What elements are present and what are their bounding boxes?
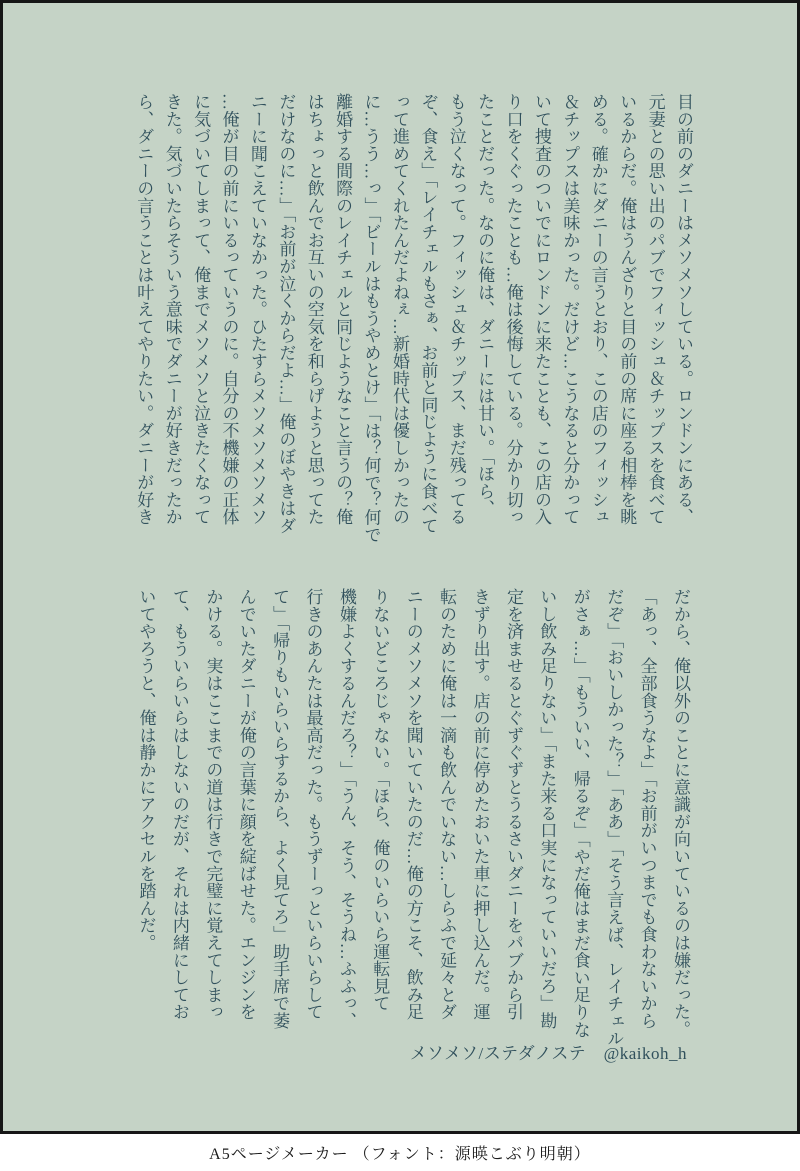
text-line: いてやろうと、俺は静かにアクセルを踏んだ。 <box>136 588 156 952</box>
text-line: きずり出す。店の前に停めたおいた車に押し込んだ。運 <box>470 588 490 1021</box>
generator-caption: A5ページメーカー （フォント：源暎こぶり明朝） <box>209 1146 591 1163</box>
text-line: ら、ダニーの言うことは叶えてやりたい。ダニーが好き <box>134 93 154 526</box>
text-line: いし飲み足りない」「また来る口実になっていいだろ」勘 <box>537 588 557 1030</box>
text-line: 機嫌よくするんだろ？」「うん、そう、そうね…ふふっ、 <box>336 588 356 1030</box>
text-line: もう泣くなって。フィッシュ＆チップス、まだ残ってる <box>446 93 466 526</box>
text-line: ＆チップスは美味かった。だけど…こうなると分かって <box>560 93 580 526</box>
text-line: 転のために俺は一滴も飲んでいない…しらふで延々とダ <box>437 588 457 1021</box>
story-text-upper-band <box>129 93 697 565</box>
text-line: だけなのに…」「お前が泣くからだよ…」俺のぼやきはダ <box>276 93 296 535</box>
text-line: 離婚する間際のレイチェルと同じようなこと言うの？俺 <box>333 93 353 526</box>
text-line: て、もういらいらはしないのだが、それは内緒にしてお <box>169 588 189 1021</box>
text-line: り口をくぐったことも…俺は後悔している。分かり切っ <box>503 93 523 526</box>
text-line: いて捜査のついでにロンドンに来たことも、この店の入 <box>531 93 551 526</box>
text-line: がさぁ…」「もういい、帰るぞ」「やだ俺はまだ食い足りな <box>570 588 590 1039</box>
text-line: て」「帰りもいらいらするから、よく見てろ」助手席で萎 <box>270 588 290 1030</box>
text-line: 行きのあんたは最高だった。もうずーっといらいらして <box>303 588 323 1021</box>
text-line: きた。気づいたらそういう意味でダニーが好きだったか <box>162 93 182 526</box>
text-line: ぞ、食え」「レイチェルもさぁ、お前と同じように食べて <box>418 93 438 535</box>
text-line: りないどころじゃない。「ほら、俺のいらいら運転見て <box>370 588 390 1012</box>
text-line: ニーのメソメソを聞いていたのだ…俺の方こそ、飲み足 <box>403 588 423 1021</box>
text-line: …俺が目の前にいるっていうのに。自分の不機嫌の正体 <box>219 93 239 526</box>
text-line: める。確かにダニーの言うとおり、この店のフィッシュ <box>588 93 608 526</box>
text-line: はちょっと飲んでお互いの空気を和らげようと思ってた <box>304 93 324 526</box>
text-line: 元妻との思い出のパブでフィッシュ＆チップスを食べて <box>645 93 665 526</box>
footer-bar <box>0 1134 800 1171</box>
text-line: だから、俺以外のことに意識が向いているのは嫌だった。 <box>671 588 690 1038</box>
text-line: ニーに聞こえていなかった。ひたすらメソメソメソメソ <box>247 93 267 526</box>
text-line: に…うう…っ」「ビールはもうやめとけ」「は？何で？何で <box>361 93 381 544</box>
text-line: たことだった。なのに俺は、ダニーには甘い。「ほら、 <box>475 93 495 517</box>
text-line: いるからだ。俺はうんざりと目の前の席に座る相棒を眺 <box>617 93 637 526</box>
text-line: かける。実はここまでの道は行きで完璧に覚えてしまっ <box>203 588 223 1021</box>
text-line: に気づいてしまって、俺までメソメソと泣きたくなって <box>191 93 211 526</box>
text-line: って進めてくれたんだよねぇ…新婚時代は優しかったの <box>389 93 409 526</box>
text-line: だぞ」「おいしかった？」「ああ」「そう言えば、レイチェル <box>604 588 624 1047</box>
author-credit: メソメソ/ステダノステ @kaikoh_h <box>409 1044 687 1063</box>
story-text-lower-band <box>129 588 697 1047</box>
text-line: 「あっ、全部食うなよ」「お前がいつまでも食わないから <box>637 588 657 1030</box>
text-line: 定を済ませるとぐずぐずとうるさいダニーをパブから引 <box>503 588 523 1021</box>
text-line: 目の前のダニーはメソメソしている。ロンドンにある、 <box>674 93 693 526</box>
text-line: んでいたダニーが俺の言葉に顔を綻ばせた。エンジンを <box>236 588 256 1021</box>
